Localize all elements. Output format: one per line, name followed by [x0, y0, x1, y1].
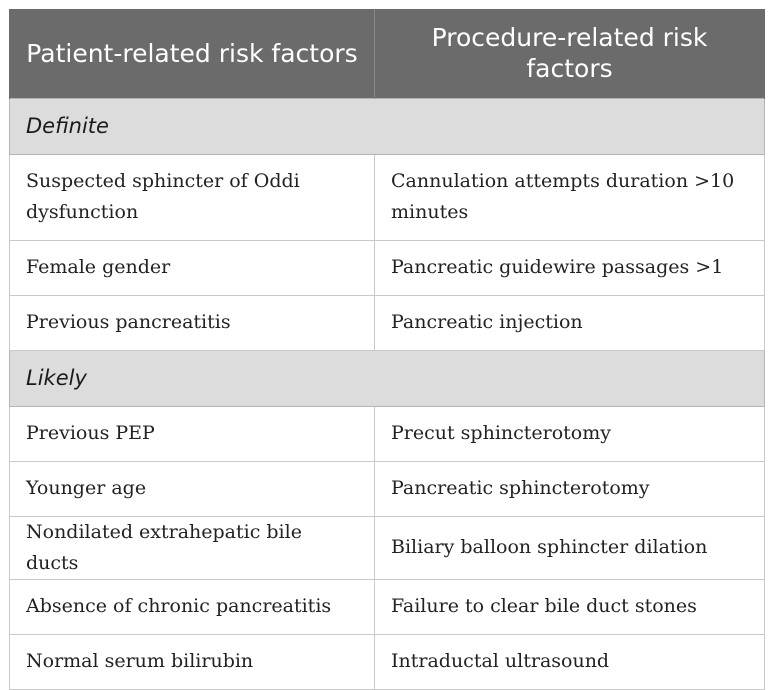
- table-row: [10, 516, 765, 579]
- section-title: Definite: [10, 98, 765, 154]
- table-row: [10, 406, 765, 461]
- table-row: [10, 461, 765, 516]
- table-body: [10, 98, 765, 689]
- patient-risk-cell: Previous PEP: [10, 406, 375, 461]
- procedure-risk-cell: Pancreatic guidewire passages >1: [375, 240, 765, 295]
- patient-risk-cell: Younger age: [10, 461, 375, 516]
- section-row-definite: [10, 98, 765, 154]
- procedure-risk-cell: Biliary balloon sphincter dilation: [375, 516, 765, 579]
- table-row: [10, 634, 765, 689]
- procedure-risk-cell: Intraductal ultrasound: [375, 634, 765, 689]
- table-row: [10, 295, 765, 350]
- header-procedure-related: Procedure-related risk factors: [375, 9, 765, 98]
- table-row: [10, 579, 765, 634]
- patient-risk-cell: Nondilated extrahepatic bile ducts: [10, 516, 375, 579]
- risk-factors-table: [9, 9, 765, 690]
- table-header: [10, 9, 765, 98]
- procedure-risk-cell: Failure to clear bile duct stones: [375, 579, 765, 634]
- patient-risk-cell: Female gender: [10, 240, 375, 295]
- patient-risk-cell: Previous pancreatitis: [10, 295, 375, 350]
- procedure-risk-cell: Pancreatic injection: [375, 295, 765, 350]
- table-row: [10, 154, 765, 240]
- procedure-risk-cell: Cannulation attempts duration >10 minutes: [375, 154, 765, 240]
- patient-risk-cell: Suspected sphincter of Oddi dysfunction: [10, 154, 375, 240]
- header-patient-related: Patient-related risk factors: [10, 9, 375, 98]
- section-title: Likely: [10, 350, 765, 406]
- procedure-risk-cell: Precut sphincterotomy: [375, 406, 765, 461]
- header-row: [10, 9, 765, 98]
- procedure-risk-cell: Pancreatic sphincterotomy: [375, 461, 765, 516]
- section-row-likely: [10, 350, 765, 406]
- patient-risk-cell: Normal serum bilirubin: [10, 634, 375, 689]
- patient-risk-cell: Absence of chronic pancreatitis: [10, 579, 375, 634]
- table-row: [10, 240, 765, 295]
